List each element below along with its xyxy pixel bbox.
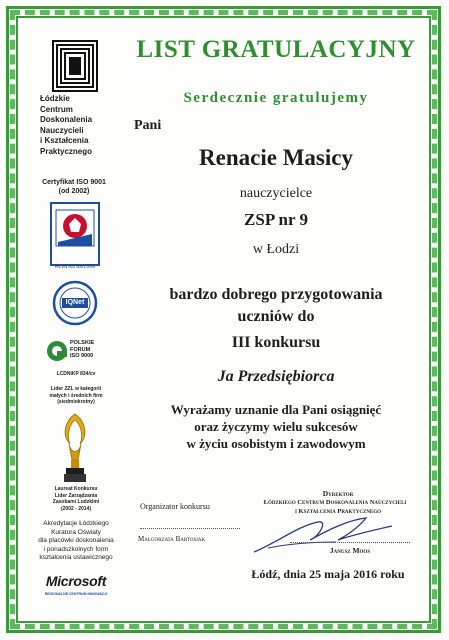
leader-line: (siedmiokrotny) bbox=[57, 399, 95, 405]
laureat-line: Zasobami Ludzkimi bbox=[52, 499, 100, 505]
iso-certificate-text bbox=[28, 178, 120, 196]
director-org-line-1: Łódzkiego Centrum Doskonalenia Nauczycieli bbox=[263, 499, 407, 506]
accreditation-text bbox=[28, 520, 124, 563]
laureat-line: Laureat Konkursu bbox=[54, 486, 98, 492]
org-line: Łódzkie bbox=[40, 94, 70, 103]
laureat-line: Lider Zarządzania bbox=[54, 492, 98, 499]
accreditation-line: kształcenia ustawicznego bbox=[39, 554, 113, 561]
microsoft-sub: REGIONALNE CENTRUM INNOWACJI bbox=[44, 592, 108, 596]
school-city: w Łodzi bbox=[252, 242, 300, 257]
director-org-line-2: i Kształcenia Praktycznego bbox=[294, 508, 382, 515]
laureat-line: (2002 - 2014) bbox=[60, 505, 92, 512]
leader-line: Lider ZZL w kategorii bbox=[50, 386, 102, 392]
org-line: Doskonalenia bbox=[40, 115, 93, 124]
accreditation-line: dla placówki doskonalenia bbox=[38, 537, 114, 544]
closing-line-2: oraz życzymy wielu sukcesów bbox=[194, 419, 358, 434]
director-signature-line bbox=[290, 542, 410, 543]
ldnikp-logo-icon bbox=[52, 40, 98, 92]
org-line: Praktycznego bbox=[40, 146, 93, 156]
contest-name: Ja Przedsiębiorca bbox=[217, 368, 335, 385]
accreditation-line: Kuratora Oświaty bbox=[51, 528, 101, 536]
accreditation-line: i ponadszkolnych form bbox=[43, 545, 109, 553]
forum-line: POLSKIE bbox=[70, 340, 95, 346]
certificate-subtitle: Serdecznie gratulujemy bbox=[183, 90, 369, 106]
sidebar bbox=[22, 26, 130, 622]
recipient-role: nauczycielce bbox=[239, 186, 313, 201]
place-date: Łódź, dnia 25 maja 2016 roku bbox=[251, 567, 405, 581]
closing-line-1: Wyrażamy uznanie dla Pani osiągnięć bbox=[170, 402, 382, 417]
org-line: Nauczycieli bbox=[40, 125, 84, 135]
director-label: Dyrektor bbox=[322, 489, 354, 498]
laureat-text bbox=[38, 486, 114, 512]
org-line: Centrum bbox=[40, 104, 73, 114]
reason-line-3: III konkursu bbox=[231, 334, 321, 351]
organizer-label: Organizator konkursu bbox=[140, 502, 210, 511]
forum-line: FORUM bbox=[70, 346, 91, 353]
microsoft-logo: Microsoft bbox=[45, 573, 107, 589]
director-name: Janusz Moos bbox=[329, 546, 371, 555]
polskie-forum-iso-icon bbox=[46, 340, 68, 362]
certificate-title: LIST GRATULACYJNY bbox=[136, 36, 416, 63]
organizer-signature-line bbox=[140, 528, 240, 529]
pca-certificate-icon bbox=[50, 202, 100, 266]
reason-line-1: bardzo dobrego przygotowania bbox=[169, 286, 383, 303]
iqnet-label: IQNet bbox=[65, 299, 85, 306]
iso-line: Certyfikat ISO 9001 bbox=[42, 179, 106, 186]
reason-line-2: uczniów do bbox=[237, 308, 315, 325]
trophy-icon bbox=[56, 410, 94, 486]
forum-code: LCDNiKP 834/cv bbox=[56, 371, 96, 377]
polskie-forum-text bbox=[70, 340, 110, 360]
organizer-name: Małgorzata Bartosiak bbox=[138, 535, 206, 543]
leader-line: małych i średnich firm bbox=[49, 392, 103, 399]
recipient-name: Renacie Masicy bbox=[199, 145, 353, 170]
org-line: i Kształcenia bbox=[40, 136, 89, 145]
forum-line: ISO 9000 bbox=[70, 353, 94, 359]
iso-line: (od 2002) bbox=[58, 188, 90, 195]
accreditation-line: Akredytacje Łódzkiego bbox=[43, 520, 109, 527]
salutation: Pani bbox=[134, 118, 162, 133]
leader-zzl-text bbox=[38, 386, 114, 406]
organization-name bbox=[40, 94, 116, 157]
pca-label: PN-EN ISO 9001:2009 bbox=[54, 264, 96, 269]
school-name: ZSP nr 9 bbox=[244, 210, 308, 229]
closing-line-3: w życiu osobistym i zawodowym bbox=[186, 436, 366, 451]
